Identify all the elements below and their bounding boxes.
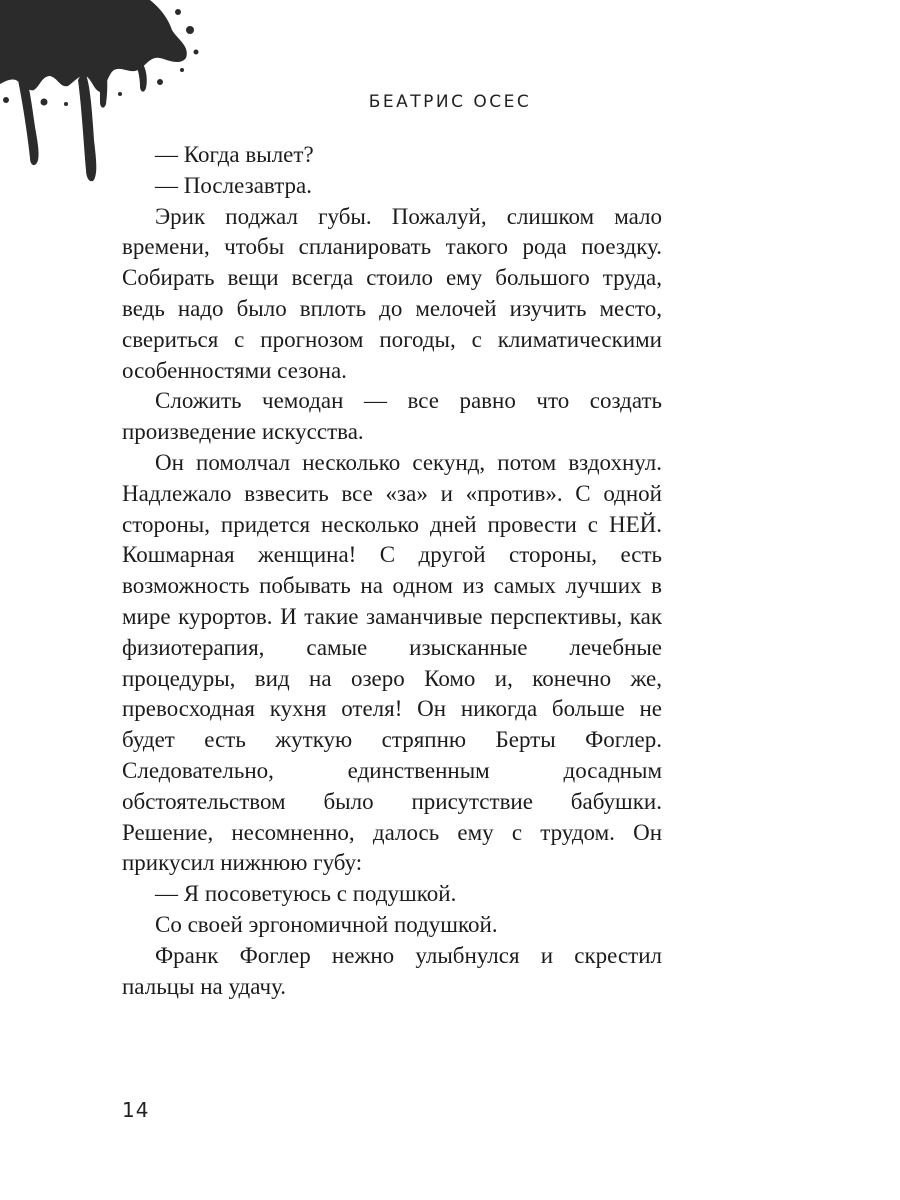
body-text <box>122 140 662 1002</box>
paragraph: Со своей эргономичной подушкой. <box>155 911 498 937</box>
paragraph: — Я посоветуюсь с подушкой. <box>155 881 457 907</box>
running-head-author: БЕАТРИС ОСЕС <box>368 92 532 112</box>
paragraph: Эрик поджал губы. Пожалуй, слишком мало времени, чтобы спланировать такого рода поездку. Собирать вещи всегда стоило ему большого труда, ведь надо было вплоть до мелочей изучить место, свериться с прогнозом погоды, с климатическими особенностями сезона. <box>122 203 662 383</box>
paragraph: — Когда вылет? <box>155 142 314 167</box>
paragraph: Франк Фоглер нежно улыбнулся и скрестил пальцы на удачу. <box>122 942 662 999</box>
page-number: 14 <box>122 1098 150 1122</box>
paragraph: — Послезавтра. <box>155 172 312 198</box>
paragraph: Он помолчал несколько секунд, потом вздохнул. Надлежало взвесить все «за» и «против». С одной стороны, придется несколько дней провести с НЕЙ. Кошмарная женщина! С другой стороны, есть возможность побывать на одном из самых лучших в мире курортов. И такие заманчивые перспективы, как физиотерапия, самые изысканные лечебные процедуры, вид на озеро Комо и, конечно же, превосходная кухня отеля! Он никогда больше не будет есть жуткую стряпню Берты Фоглер. Следовательно, единственным досадным обстоятельством было присутствие бабушки. Решение, несомненно, далось ему с трудом. Он прикусил нижнюю губу: <box>122 449 662 876</box>
paragraph: Сложить чемодан — все равно что создать произведение искусства. <box>122 388 662 445</box>
